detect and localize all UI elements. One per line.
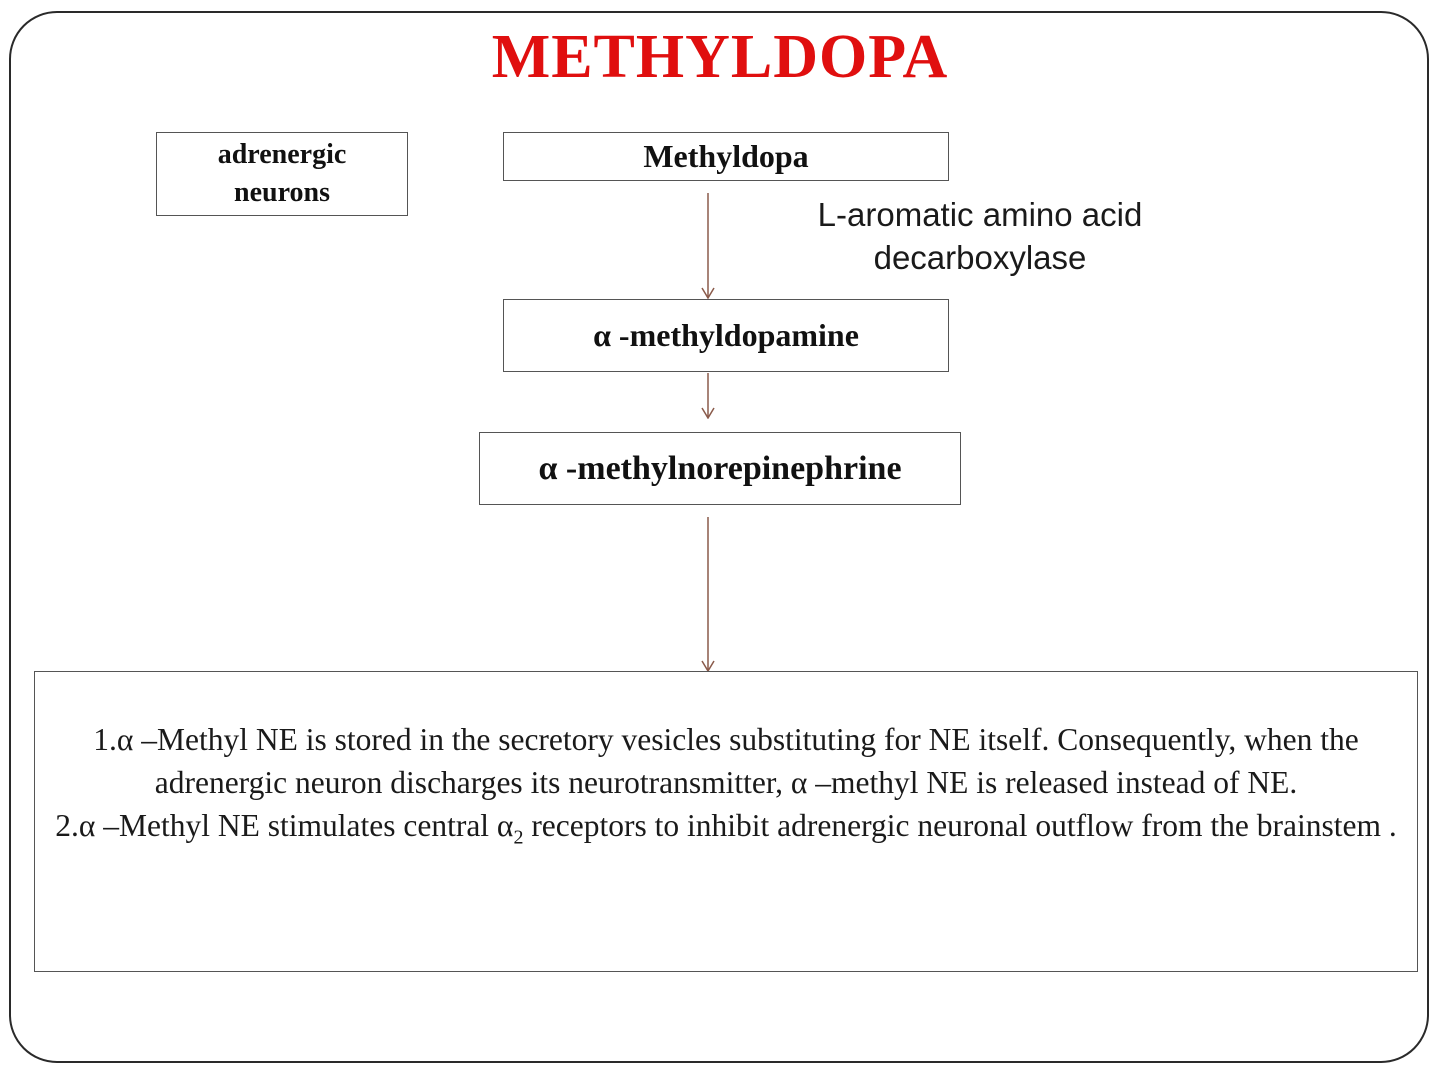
effect-point-2-end: receptors to inhibit adrenergic neuronal outflow from the brainstem . <box>523 808 1397 843</box>
effect-point-2 <box>49 804 1403 847</box>
effects-box <box>34 671 1418 972</box>
node-alpha-methyldopamine <box>503 299 949 372</box>
node-methyldopa <box>503 132 949 181</box>
enzyme-label <box>780 193 1180 279</box>
arrow-down-icon <box>700 517 716 672</box>
arrow-down-icon <box>700 193 716 299</box>
effect-point-1: 1.α –Methyl NE is stored in the secretory vesicles substituting for NE itself. Consequently, when the adrenergic neuron discharges its neurotransmitter, α –methyl NE is released instead of NE. <box>93 722 1359 800</box>
node-label: Methyldopa <box>643 138 809 174</box>
adrenergic-neurons-box <box>156 132 408 216</box>
enzyme-line2: decarboxylase <box>873 239 1087 276</box>
slide-title: METHYLDOPA <box>491 23 949 91</box>
arrow-down-icon <box>700 373 716 419</box>
node-label: α -methylnorepinephrine <box>538 449 902 487</box>
alpha-subscript: 2 <box>513 826 524 849</box>
side-label-line1: adrenergic <box>217 139 347 170</box>
node-alpha-methylnorepinephrine <box>479 432 961 505</box>
side-label-line2: neurons <box>234 177 330 208</box>
node-label: α -methyldopamine <box>593 317 859 353</box>
enzyme-line1: L-aromatic amino acid <box>817 196 1143 233</box>
effect-point-2-start: 2.α –Methyl NE stimulates central α <box>55 808 514 843</box>
